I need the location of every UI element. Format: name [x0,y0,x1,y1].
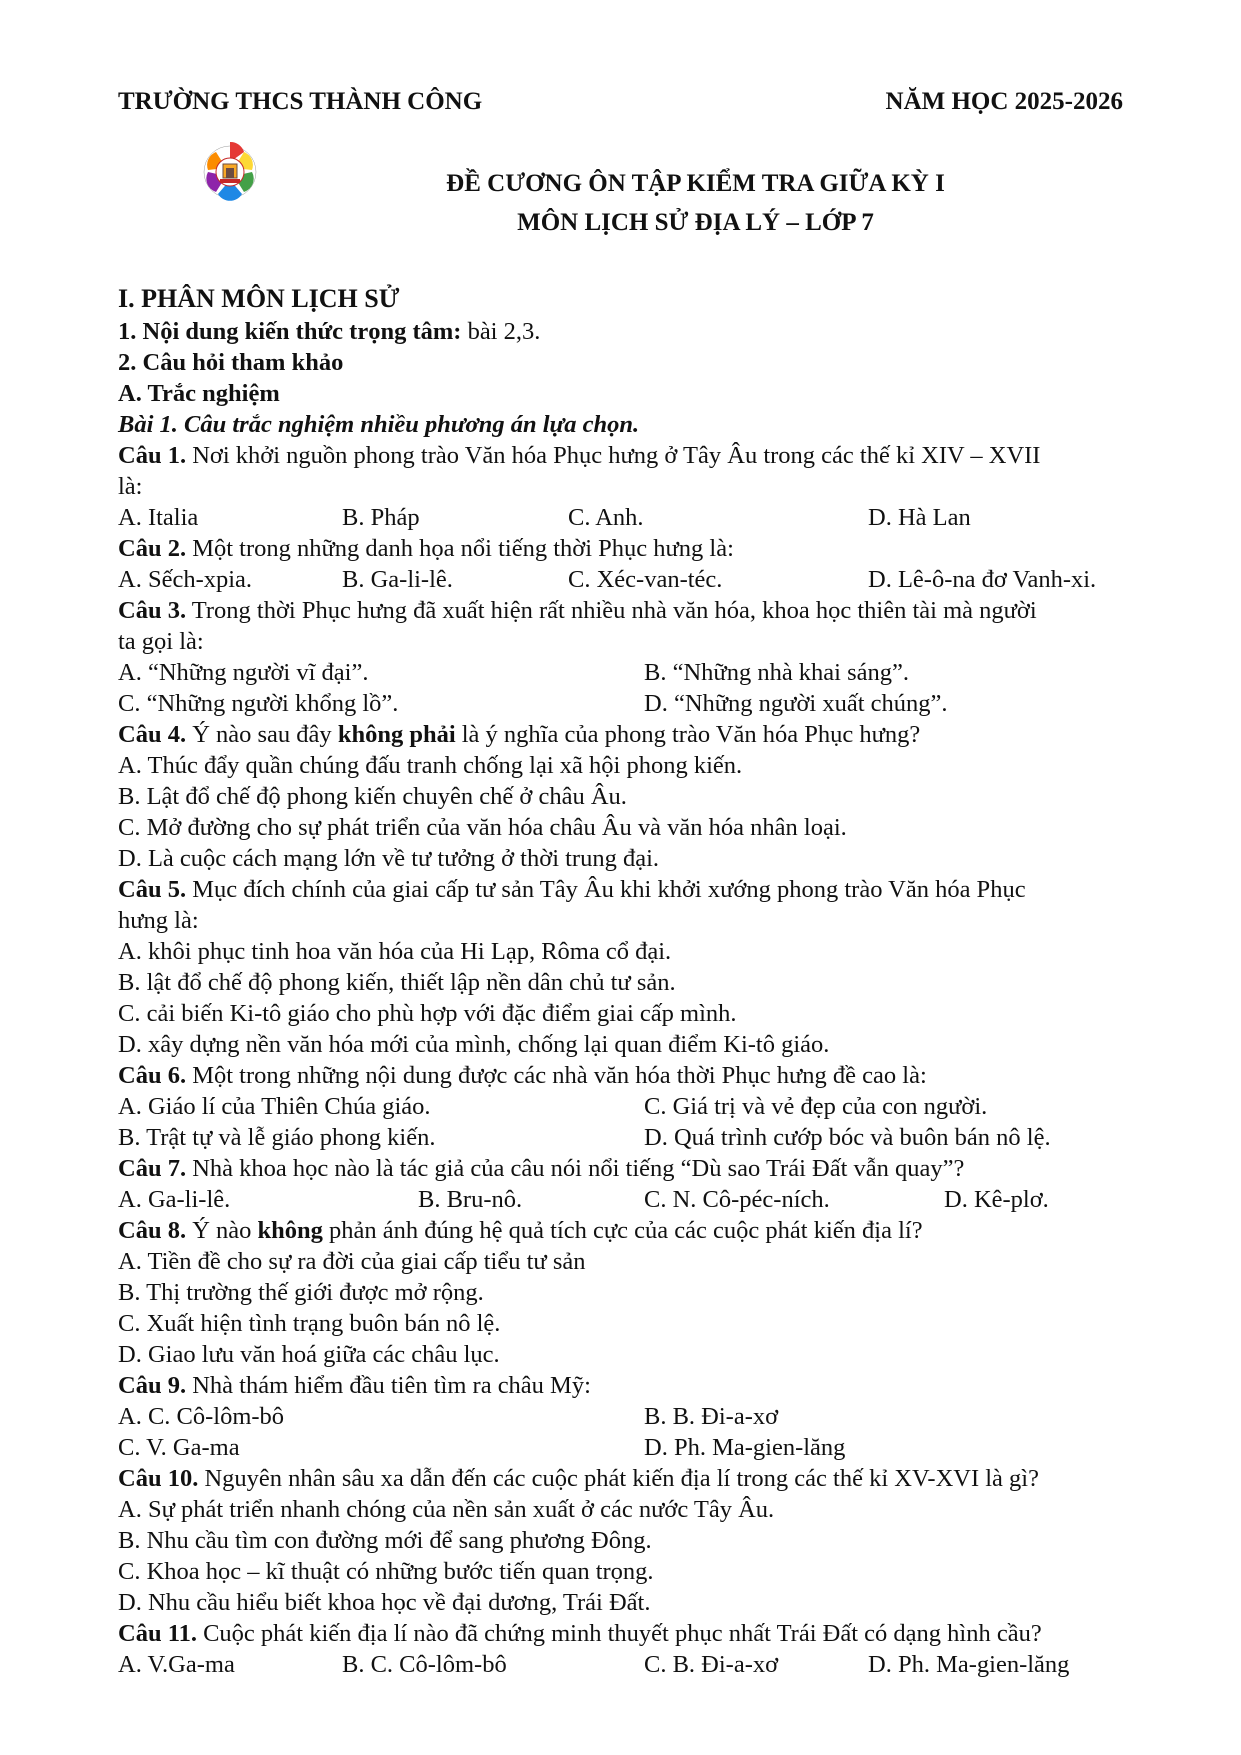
question-text-pre: Ý nào [186,1217,258,1244]
option-b: B. Thị trường thế giới được mở rộng. [118,1279,484,1306]
question-text-pre: Ý nào sau đây [186,721,338,748]
option-a: A. C. Cô-lôm-bô [118,1403,285,1430]
question-text-emphasis: không [257,1217,323,1244]
question-text: Trong thời Phục hưng đã xuất hiện rất nhiều nhà văn hóa, khoa học thiên tài mà người [186,597,1037,624]
option-d: D. Kê-plơ. [944,1186,1049,1213]
option-b: B. Ga-li-lê. [342,566,453,593]
focus-value: bài 2,3. [461,318,541,345]
question-text-post: là ý nghĩa của phong trào Văn hóa Phục hưng? [455,721,921,748]
question-8 [118,1215,1148,1246]
question-label: Câu 3. [118,597,187,624]
question-4 [118,719,1148,750]
option-d: D. Nhu cầu hiểu biết khoa học về đại dương, Trái Đất. [118,1589,651,1616]
school-name: TRƯỜNG THCS THÀNH CÔNG [118,88,483,115]
question-text: Nơi khởi nguồn phong trào Văn hóa Phục hưng ở Tây Âu trong các thế kỉ XIV – XVII [186,442,1041,469]
option-a: A. Italia [118,504,199,531]
focus-content [118,316,1148,347]
question-1-cont: là: [118,473,143,500]
option-c: C. V. Ga-ma [118,1434,240,1461]
option-a: A. Tiền đề cho sự ra đời của giai cấp tiểu tư sản [118,1248,586,1275]
option-a: A. Ga-li-lê. [118,1186,231,1213]
question-label: Câu 4. [118,721,187,748]
question-3-cont: ta gọi là: [118,628,204,655]
option-a: A. “Những người vĩ đại”. [118,659,369,686]
question-3-options-row2 [118,688,1148,719]
option-c: C. Mở đường cho sự phát triển của văn hóa châu Âu và văn hóa nhân loại. [118,814,847,841]
option-c: C. N. Cô-péc-ních. [644,1186,830,1213]
question-text: Nhà khoa học nào là tác giả của câu nói nổi tiếng “Dù sao Trái Đất vẫn quay”? [186,1155,965,1182]
question-2 [118,533,1148,564]
question-10 [118,1463,1148,1494]
option-d: D. Lê-ô-na đơ Vanh-xi. [868,566,1097,593]
option-c: C. Xéc-van-téc. [568,566,723,593]
question-3 [118,595,1148,626]
question-text: Mục đích chính của giai cấp tư sản Tây Âu khi khởi xướng phong trào Văn hóa Phục [186,876,1026,903]
option-c: C. Giá trị và vẻ đẹp của con người. [644,1093,988,1120]
question-3-options-row1 [118,657,1148,688]
question-label: Câu 10. [118,1465,199,1492]
question-7-options [118,1184,1148,1215]
option-c: C. B. Đi-a-xơ [644,1651,779,1678]
option-b: B. “Những nhà khai sáng”. [644,659,910,686]
question-11-options [118,1649,1148,1680]
option-b: B. B. Đi-a-xơ [644,1403,779,1430]
question-label: Câu 6. [118,1062,187,1089]
option-a: A. khôi phục tinh hoa văn hóa của Hi Lạp, Rôma cổ đại. [118,938,672,965]
school-year: NĂM HỌC 2025-2026 [885,88,1123,115]
question-7 [118,1153,1148,1184]
question-5-cont: hưng là: [118,907,199,934]
option-a: A. Sự phát triển nhanh chóng của nền sản xuất ở các nước Tây Âu. [118,1496,775,1523]
option-d: D. Là cuộc cách mạng lớn về tư tưởng ở thời trung đại. [118,845,660,872]
focus-label: 1. Nội dung kiến thức trọng tâm: [118,318,462,345]
question-9-options-row2 [118,1432,1148,1463]
question-1-options [118,502,1148,533]
question-text: Nhà thám hiểm đầu tiên tìm ra châu Mỹ: [186,1372,591,1399]
document-body [118,282,1148,1680]
question-9 [118,1370,1148,1401]
option-c: C. Anh. [568,504,644,531]
question-text: Cuộc phát kiến địa lí nào đã chứng minh thuyết phục nhất Trái Đất có dạng hình cầu? [196,1620,1042,1647]
question-label: Câu 9. [118,1372,187,1399]
question-5 [118,874,1148,905]
option-c: C. cải biến Ki-tô giáo cho phù hợp với đặc điểm giai cấp mình. [118,1000,737,1027]
option-a: A. Thúc đẩy quần chúng đấu tranh chống lại xã hội phong kiến. [118,752,743,779]
question-6-options-row1 [118,1091,1148,1122]
page-header [118,88,1123,118]
option-d: D. xây dựng nền văn hóa mới của mình, chống lại quan điểm Ki-tô giáo. [118,1031,830,1058]
option-d: D. Hà Lan [868,504,971,531]
question-label: Câu 7. [118,1155,187,1182]
question-text: Một trong những nội dung được các nhà văn hóa thời Phục hưng đề cao là: [186,1062,927,1089]
option-c: C. “Những người khổng lồ”. [118,690,399,717]
question-text-emphasis: không phải [337,721,456,748]
reference-questions-heading: 2. Câu hỏi tham khảo [118,349,344,376]
title-line-1: ĐỀ CƯƠNG ÔN TẬP KIỂM TRA GIỮA KỲ I [446,170,945,197]
option-a: A. Sếch-xpia. [118,566,253,593]
option-b: B. Pháp [342,504,420,531]
option-a: A. V.Ga-ma [118,1651,235,1678]
question-text: Nguyên nhân sâu xa dẫn đến các cuộc phát kiến địa lí trong các thế kỉ XV-XVI là gì? [198,1465,1039,1492]
option-b: B. Bru-nô. [418,1186,523,1213]
question-label: Câu 8. [118,1217,187,1244]
question-11 [118,1618,1148,1649]
option-c: C. Xuất hiện tình trạng buôn bán nô lệ. [118,1310,501,1337]
question-6-options-row2 [118,1122,1148,1153]
question-label: Câu 5. [118,876,187,903]
option-b: B. lật đổ chế độ phong kiến, thiết lập nền dân chủ tư sản. [118,969,676,996]
exercise-heading: Bài 1. Câu trắc nghiệm nhiều phương án lựa chọn. [118,411,640,438]
question-text-post: phản ánh đúng hệ quả tích cực của các cuộc phát kiến địa lí? [322,1217,923,1244]
option-b: B. Lật đổ chế độ phong kiến chuyên chế ở châu Âu. [118,783,627,810]
option-d: D. Ph. Ma-gien-lăng [644,1434,846,1461]
question-2-options [118,564,1148,595]
question-6 [118,1060,1148,1091]
option-d: D. Ph. Ma-gien-lăng [868,1651,1070,1678]
question-text: Một trong những danh họa nổi tiếng thời Phục hưng là: [186,535,734,562]
option-b: B. Trật tự và lễ giáo phong kiến. [118,1124,436,1151]
question-1 [118,440,1148,471]
question-label: Câu 11. [118,1620,197,1647]
question-9-options-row1 [118,1401,1148,1432]
option-d: D. “Những người xuất chúng”. [644,690,948,717]
multiple-choice-heading: A. Trắc nghiệm [118,380,280,407]
title-line-2: MÔN LỊCH SỬ ĐỊA LÝ – LỚP 7 [517,209,874,236]
question-label: Câu 1. [118,442,187,469]
document-title [0,164,1241,242]
question-label: Câu 2. [118,535,187,562]
section-heading: I. PHÂN MÔN LỊCH SỬ [118,284,400,313]
option-b: B. Nhu cầu tìm con đường mới để sang phương Đông. [118,1527,652,1554]
option-c: C. Khoa học – kĩ thuật có những bước tiến quan trọng. [118,1558,654,1585]
option-b: B. C. Cô-lôm-bô [342,1651,507,1678]
option-d: D. Quá trình cướp bóc và buôn bán nô lệ. [644,1124,1051,1151]
option-d: D. Giao lưu văn hoá giữa các châu lục. [118,1341,500,1368]
option-a: A. Giáo lí của Thiên Chúa giáo. [118,1093,431,1120]
